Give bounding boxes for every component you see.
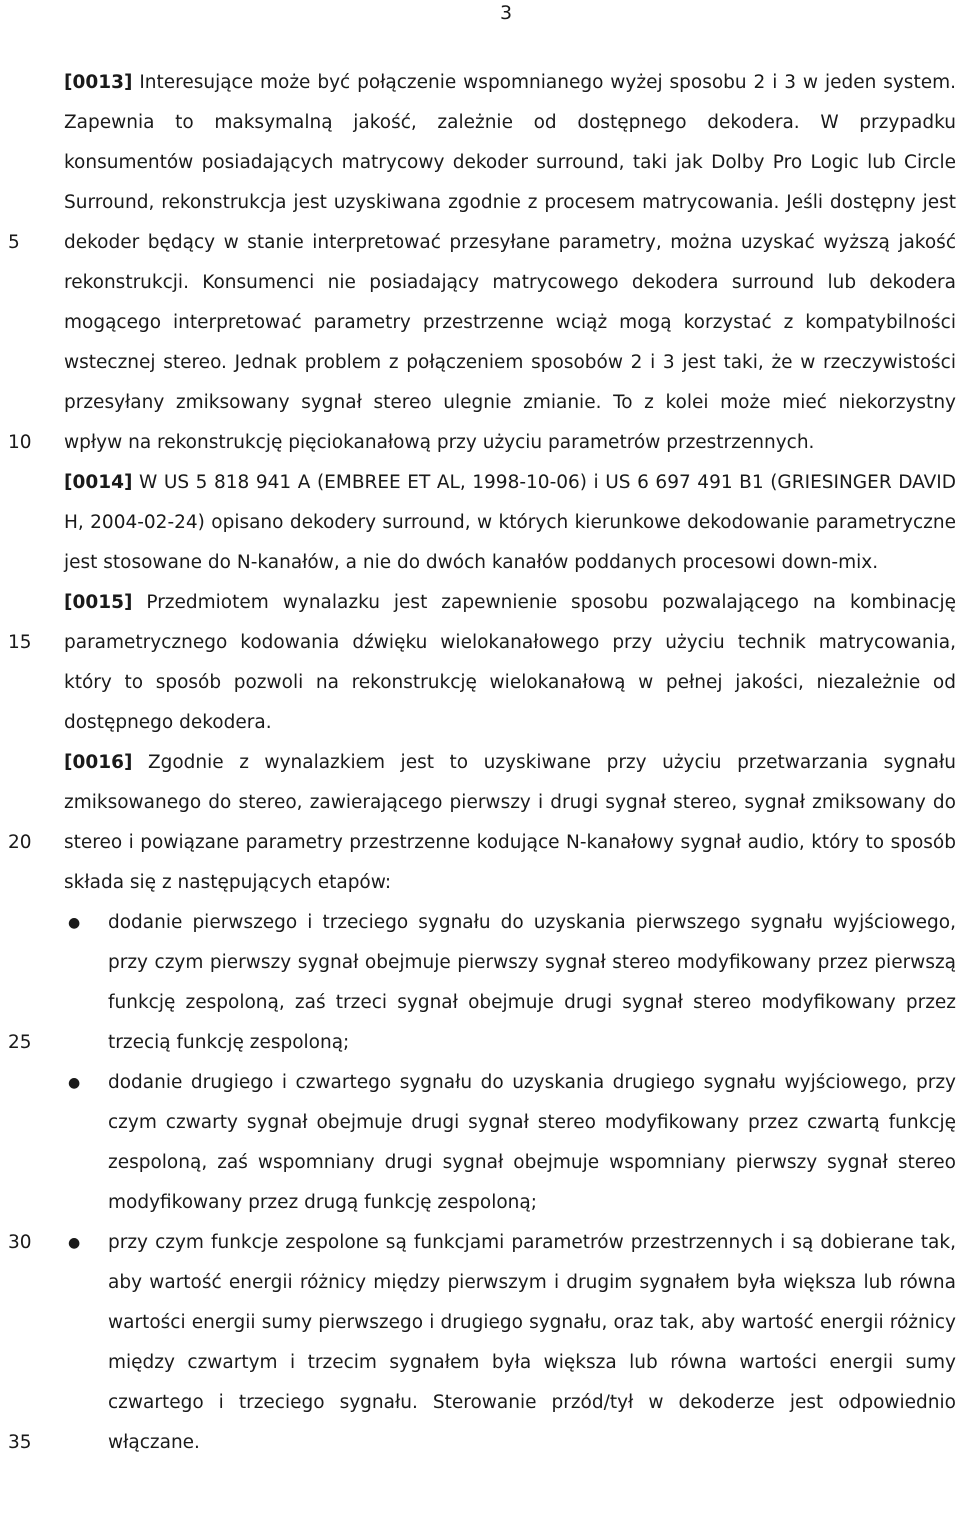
paragraph-id: [0014] (64, 472, 133, 493)
bullet-icon: ● (68, 915, 81, 931)
document-body (64, 63, 956, 1463)
paragraph-text: Interesujące może być połączenie wspomnianego wyżej sposobu 2 i 3 w jeden system. Zapewnia to maksymalną jakość, zależnie od dostępnego dekodera. W przypadku konsumentów posiadających matrycowy dekoder surround, taki jak Dolby Pro Logic lub Circle Surround, rekonstrukcja jest uzyskiwana zgodnie z procesem matrycowania. Jeśli dostępny jest dekoder będący w stanie interpretować przesyłane parametry, można uzyskać wyższą jakość rekonstrukcji. Konsumenci nie posiadający matrycowego dekodera surround lub dekodera mogącego interpretować parametry przestrzenne wciąż mogą korzystać z kompatybilności wstecznej stereo. Jednak problem z połączeniem sposobów 2 i 3 jest taki, że w rzeczywistości przesyłany zmiksowany sygnał stereo ulegnie zmianie. To z kolei może mieć niekorzystny wpływ na rekonstrukcję pięciokanałową przy użyciu parametrów przestrzennych. (64, 72, 956, 453)
paragraph-id: [0013] (64, 72, 133, 93)
page-number: 3 (500, 2, 513, 24)
paragraph-text: Zgodnie z wynalazkiem jest to uzyskiwane przy użyciu przetwarzania sygnału zmiksowanego do stereo, zawierającego pierwszy i drugi sygnał stereo, sygnał zmiksowany do stereo i powiązane parametry przestrzenne kodujące N-kanałowy sygnał audio, który to sposób składa się z następujących etapów: (64, 752, 956, 893)
method-steps-list (64, 903, 956, 1463)
line-number: 35 (8, 1432, 32, 1453)
list-item (64, 1063, 956, 1223)
paragraph-0016 (64, 743, 956, 903)
paragraph-0014 (64, 463, 956, 583)
paragraph-text: W US 5 818 941 A (EMBREE ET AL, 1998-10-06) i US 6 697 491 B1 (GRIESINGER DAVID H, 2004-02-24) opisano dekodery surround, w których kierunkowe dekodowanie parametryczne jest stosowane do N-kanałów, a nie do dwóch kanałów poddanych procesowi down-mix. (64, 472, 956, 573)
paragraph-id: [0015] (64, 592, 133, 613)
bullet-icon: ● (68, 1075, 81, 1091)
list-item (64, 1223, 956, 1463)
paragraph-text: Przedmiotem wynalazku jest zapewnienie sposobu pozwalającego na kombinację parametrycznego kodowania dźwięku wielokanałowego przy użyciu technik matrycowania, który to sposób pozwoli na rekonstrukcję wielokanałową w pełnej jakości, niezależnie od dostępnego dekodera. (64, 592, 956, 733)
list-item-text: dodanie drugiego i czwartego sygnału do uzyskania drugiego sygnału wyjściowego, przy czym czwarty sygnał obejmuje drugi sygnał stereo modyfikowany przez czwartą funkcję zespoloną, zaś wspomniany drugi sygnał obejmuje wspomniany pierwszy sygnał stereo modyfikowany przez drugą funkcję zespoloną; (108, 1072, 956, 1213)
paragraph-0013 (64, 63, 956, 463)
list-item-text: dodanie pierwszego i trzeciego sygnału do uzyskania pierwszego sygnału wyjściowego, przy czym pierwszy sygnał obejmuje pierwszy sygnał stereo modyfikowany przez pierwszą funkcję zespoloną, zaś trzeci sygnał obejmuje drugi sygnał stereo modyfikowany przez trzecią funkcję zespoloną; (108, 912, 956, 1053)
paragraph-id: [0016] (64, 752, 133, 773)
line-number: 25 (8, 1032, 32, 1053)
line-number: 30 (8, 1232, 32, 1253)
bullet-icon: ● (68, 1235, 81, 1251)
line-number: 5 (8, 232, 20, 253)
list-item (64, 903, 956, 1063)
line-number-gutter (0, 0, 40, 1537)
line-number: 20 (8, 832, 32, 853)
line-number: 15 (8, 632, 32, 653)
list-item-text: przy czym funkcje zespolone są funkcjami parametrów przestrzennych i są dobierane tak, aby wartość energii różnicy między pierwszym i drugim sygnałem była większa lub równa wartości energii sumy pierwszego i drugiego sygnału, oraz tak, aby wartość energii różnicy między czwartym i trzecim sygnałem była większa lub równa wartości energii sumy czwartego i trzeciego sygnału. Sterowanie przód/tył w dekoderze jest odpowiednio włączane. (108, 1232, 956, 1453)
line-number: 10 (8, 432, 32, 453)
paragraph-0015 (64, 583, 956, 743)
